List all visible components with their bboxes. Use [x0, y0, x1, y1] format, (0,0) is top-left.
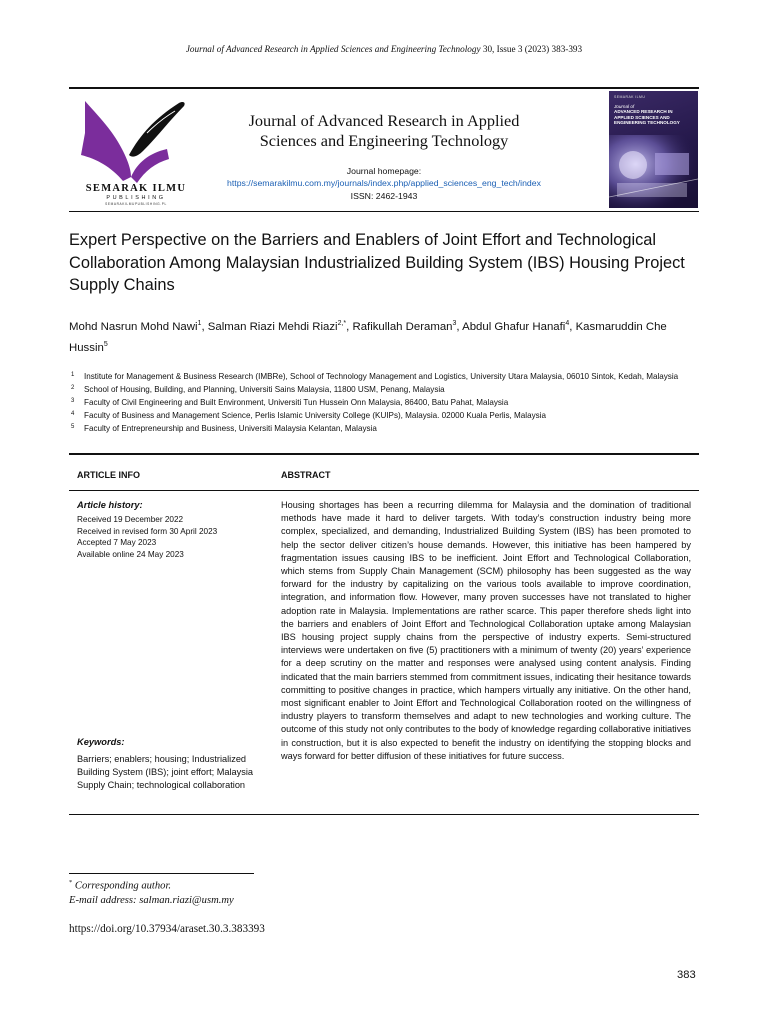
journal-cover-image — [609, 91, 698, 208]
author-affiliation-mark: 5 — [103, 340, 108, 348]
affiliation-number: 3 — [71, 398, 75, 404]
running-header — [0, 44, 768, 54]
author: Salman Riazi Mehdi Riazi$^{2,*}$, — [207, 320, 353, 333]
cover-title-line: ENGINEERING TECHNOLOGY — [614, 119, 680, 125]
footnote-marker: * — [69, 879, 73, 886]
history-item: Available online 24 May 2023 — [77, 550, 184, 560]
cover-artwork — [609, 135, 698, 208]
running-header-volume: 30, Issue 3 (2023) 383-393 — [482, 44, 583, 54]
journal-title-line1: Journal of Advanced Research in Applied — [248, 111, 520, 130]
affiliation-text: Faculty of Business and Management Science, Perlis Islamic University College (KUIPs), Malaysia. 02000 Kuala Perlis, Malaysia — [84, 411, 546, 420]
author-affiliation-mark: 2,* — [337, 320, 347, 327]
affiliation-number: 1 — [71, 372, 75, 378]
article-history-heading: Article history: — [77, 500, 143, 510]
journal-title — [219, 111, 549, 151]
author-affiliation-mark: 1 — [197, 320, 202, 327]
author-affiliation-mark: 3 — [452, 320, 457, 327]
affiliation-number: 4 — [71, 411, 75, 417]
affiliation-text: School of Housing, Building, and Planning, Universiti Sains Malaysia, 11800 USM, Penang, Malaysia — [84, 385, 445, 394]
homepage-link[interactable]: https://semarakilmu.com.my/journals/index.php/applied_sciences_eng_tech/index — [227, 178, 541, 188]
affiliation-number: 5 — [71, 424, 75, 430]
affiliation-item — [69, 422, 689, 435]
logo-name: SEMARAK ILMU — [85, 183, 187, 194]
affiliation-item — [69, 383, 689, 396]
cover-publisher: SEMARAK ILMU — [614, 95, 646, 99]
cover-title-label: Journal of — [614, 104, 635, 109]
corresponding-author-note — [69, 879, 171, 892]
logo-tiny-text: SEMARAKILMUPUBLISHING.PL — [105, 202, 167, 206]
article-info-heading: ARTICLE INFO — [77, 470, 140, 480]
author-affiliation-mark: 4 — [565, 320, 570, 327]
author: Rafikullah Deraman$^3$, — [352, 320, 463, 333]
author: Mohd Nasrun Mohd Nawi$^1$, — [69, 320, 208, 333]
cover-title-line: APPLIED SCIENCES AND — [614, 114, 670, 120]
article-history-list — [77, 514, 217, 561]
history-item: Received 19 December 2022 — [77, 515, 184, 524]
logo-book-shape — [81, 101, 131, 181]
cover-title — [614, 104, 694, 125]
corresponding-author-label: Corresponding author. — [74, 880, 172, 892]
affiliation-text: Institute for Management & Business Research (IMBRe), School of Technology Management and Logistics, University Utara Malaysia, 06010 Sintok, Kedah, Malaysia — [84, 372, 679, 381]
author-name: Salman Riazi Mehdi Riazi — [207, 320, 338, 333]
running-header-journal: Journal of Advanced Research in Applied Sciences and Engineering Technology — [185, 44, 481, 54]
affiliation-list — [69, 370, 689, 435]
keywords-text: Barriers; enablers; housing; Industrialized Building System (IBS); joint effort; Malaysia Supply Chain; technological collaboration — [77, 754, 253, 791]
affiliation-item — [69, 370, 689, 383]
page-number: 383 — [677, 969, 696, 981]
author-name: Kasmaruddin Che Hussin — [69, 320, 667, 354]
article-info-abstract-block — [69, 453, 699, 815]
footnote-rule — [69, 873, 254, 874]
doi-link[interactable]: https://doi.org/10.37934/araset.30.3.383393 — [69, 923, 265, 935]
divider — [69, 453, 699, 455]
author-name: Rafikullah Deraman — [352, 320, 453, 333]
divider — [69, 814, 699, 815]
masthead — [69, 87, 699, 212]
logo-subtitle: PUBLISHING — [106, 195, 166, 201]
abstract-heading: ABSTRACT — [281, 470, 331, 480]
divider — [69, 490, 699, 491]
affiliation-number: 2 — [71, 385, 75, 391]
journal-title-line2: Sciences and Engineering Technology — [259, 131, 509, 150]
logo-quill-icon — [129, 102, 185, 157]
author-name: Mohd Nasrun Mohd Nawi — [69, 320, 198, 333]
issn: ISSN: 2462-1943 — [350, 191, 418, 201]
affiliation-item — [69, 396, 689, 409]
keywords-heading: Keywords: — [77, 737, 125, 747]
corresponding-email[interactable]: E-mail address: salman.riazi@usm.my — [69, 895, 234, 906]
cover-title-line: ADVANCED RESEARCH IN — [614, 109, 673, 115]
affiliation-text: Faculty of Entrepreneurship and Business, Universiti Malaysia Kelantan, Malaysia — [84, 424, 377, 433]
history-item: Accepted 7 May 2023 — [77, 538, 157, 548]
author-name: Abdul Ghafur Hanafi — [462, 320, 566, 333]
affiliation-item — [69, 409, 689, 422]
article-title: Expert Perspective on the Barriers and Enablers of Joint Effort and Technological Collaboration Among Malaysian Industrialized Building System (IBS) Housing Project Supply Chains — [69, 231, 685, 294]
history-item: Received in revised form 30 April 2023 — [77, 526, 218, 536]
affiliation-text: Faculty of Civil Engineering and Built Environment, Universiti Tun Hussein Onn Malaysia, 86400, Batu Pahat, Malaysia — [84, 398, 509, 407]
author-list — [69, 315, 689, 357]
author: Abdul Ghafur Hanafi$^4$, — [462, 320, 576, 333]
homepage-label: Journal homepage: — [346, 166, 422, 176]
abstract-text: Housing shortages has been a recurring dilemma for Malaysia and the domination of traditional methods have made it hard to deliver targets. With today’s construction industry being more complex, specialized, and demanding, Industrialized Building System (IBS) has been promoted to help the sector deliver citizen’s house demands. However, this initiative has been hampered by fragmentation issues causing IBS to be inefficient. Joint Effort and Technological Collaboration, which stems from Supply Chain Management (SCM) philosophy has been suggested as the way forward for the industry by capitalizing on the various tools available to improve coordination, integration, and information flow. However, many proven successes have not translated to higher adoption rate in Malaysia. Implementations are rather scarce. This paper therefore sheds light into the barriers and enablers of Joint Effort and Technological Collaboration uptake among Malaysian IBS housing project supply chains from the perspective of industry experts. Semi-structured interviews were undertaken on five (5) practitioners with a minimum of twenty (20) years’ experience for a deep scrutiny on the matter and responses were analysed using content analysis. Finding indicated that the main barriers stemmed from commitment issues, indicating their hesitance towards committing to positive changes in practice, which hampers virtually any initiative. On the other hand, most significant enabler to Joint Effort and Technological Collaboration rooted on the willingness of industry players to transform themselves and adapt to new technologies and working culture. The outcome of this study not only contributes to the body of knowledge regarding collaborative initiatives in construction, but it is also expected to benefit the industry on identifying the stopping blocks and ways forward for better diffusion of these initiatives for future success. — [281, 500, 691, 761]
